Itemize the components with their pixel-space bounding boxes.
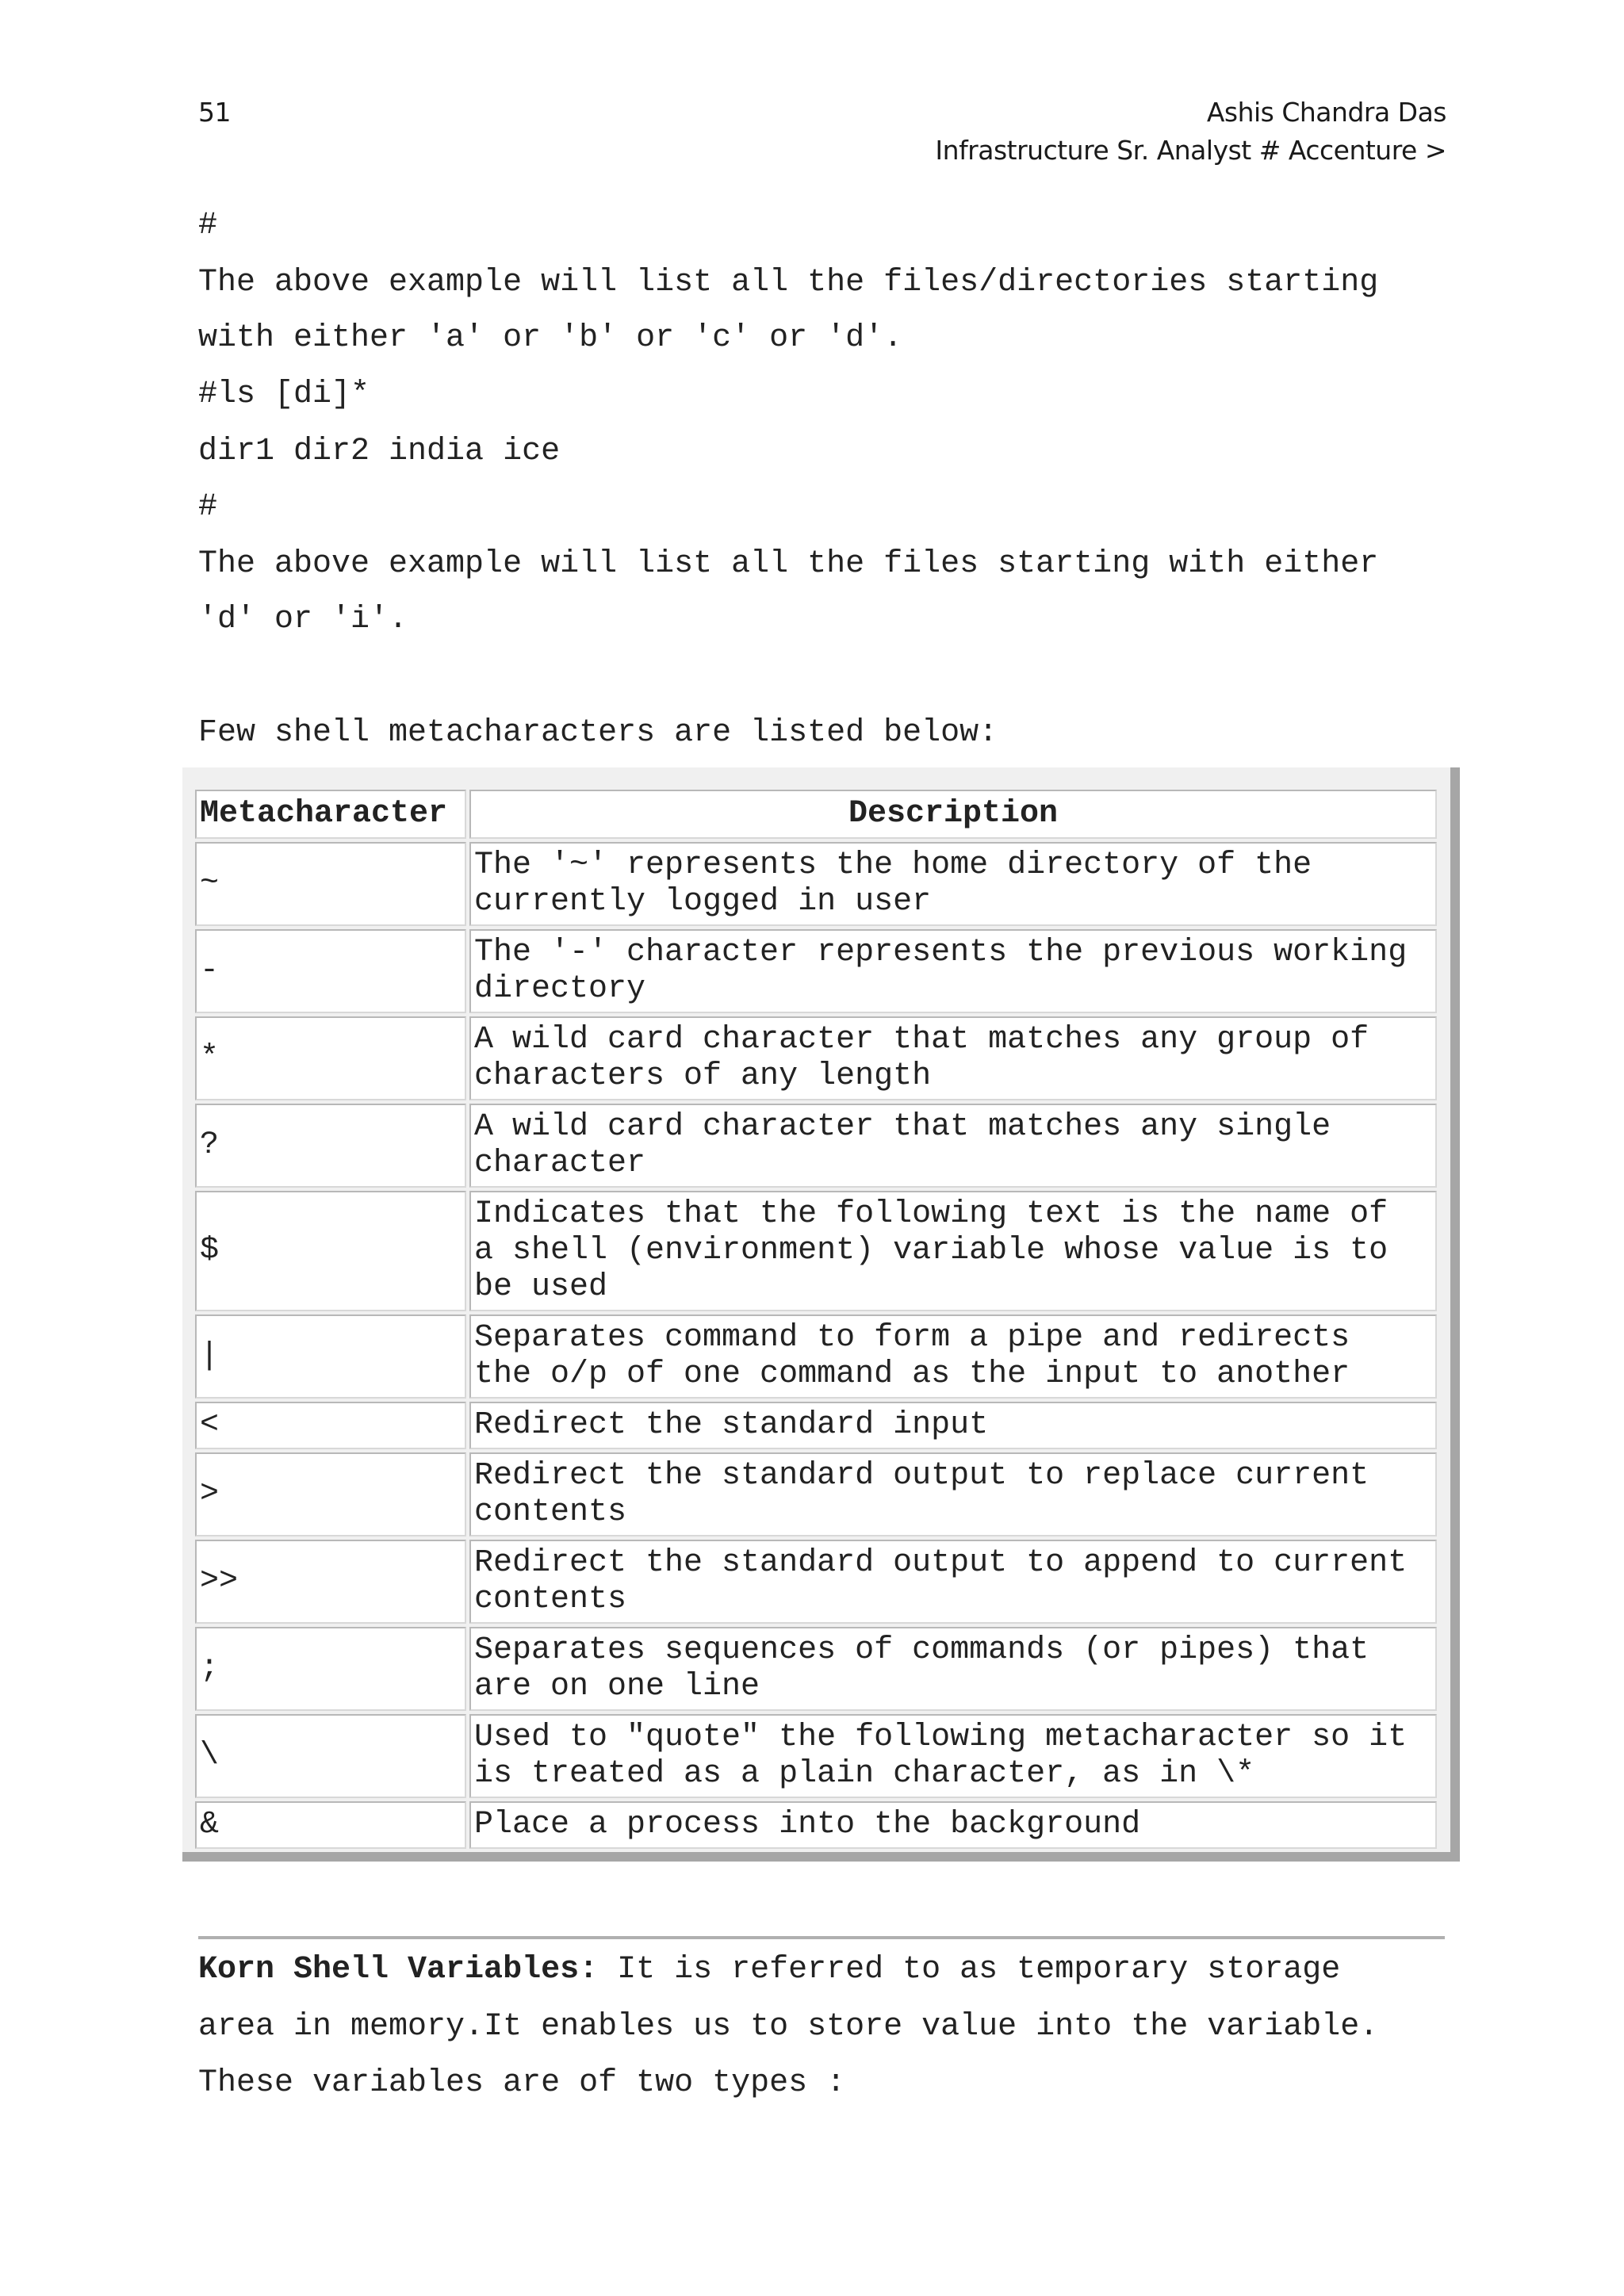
description-text: The '~' represents the home directory of the currently logged in user [474,848,1312,920]
description-cell [469,1714,1437,1798]
table-row [195,1627,1437,1711]
description-cell [469,1540,1437,1624]
description-text: Place a process into the background [474,1807,1141,1843]
description-cell [469,1801,1437,1849]
header-metacharacter: Metacharacter [195,790,466,839]
metacharacter-cell: * [195,1016,466,1100]
table-row [195,1191,1437,1311]
body-line-8: 'd' or 'i'. [198,602,408,637]
table-row [195,1314,1437,1399]
table-row [195,1104,1437,1188]
description-text: Indicates that the following text is the name of a shell (environment) variable whose value is to be used [474,1196,1388,1305]
metacharacter-cell: ~ [195,842,466,926]
table-row [195,1016,1437,1100]
description-text: Redirect the standard output to replace current contents [474,1458,1369,1530]
description-cell [469,1314,1437,1399]
description-text: The '-' character represents the previous working directory [474,935,1408,1007]
description-text: A wild card character that matches any single character [474,1109,1331,1181]
table-header-row [195,790,1437,839]
horizontal-rule [198,1936,1445,1939]
metacharacter-table [192,786,1440,1852]
korn-line-1 [198,1952,1340,1988]
body-line-2: The above example will list all the files/directories starting [198,265,1379,300]
body-line-3: with either 'a' or 'b' or 'c' or 'd'. [198,320,903,356]
body-line-7: The above example will list all the files starting with either [198,546,1379,582]
description-text: Used to "quote" the following metacharacter so it is treated as a plain character, as in \* [474,1720,1408,1792]
author-name: Ashis Chandra Das [1206,97,1446,128]
korn-title: Korn Shell Variables: [198,1952,599,1988]
description-text: Redirect the standard output to append to current contents [474,1545,1408,1617]
table-body [195,842,1437,1849]
description-cell [469,1402,1437,1449]
header-description: Description [469,790,1437,839]
table-row [195,1402,1437,1449]
description-cell [469,842,1437,926]
korn-line-1-text: It is referred to as temporary storage [598,1952,1341,1988]
table-row [195,1540,1437,1624]
metacharacter-cell: ; [195,1627,466,1711]
description-cell [469,1016,1437,1100]
metacharacter-cell: < [195,1402,466,1449]
korn-line-2: area in memory.It enables us to store value into the variable. [198,2009,1379,2045]
metacharacter-cell: & [195,1801,466,1849]
metacharacter-cell: | [195,1314,466,1399]
table-intro: Few shell metacharacters are listed below: [198,715,998,751]
body-line-4: #ls [di]* [198,377,370,412]
description-text: Separates sequences of commands (or pipes) that are on one line [474,1632,1369,1705]
metacharacter-cell: - [195,929,466,1013]
korn-line-3: These variables are of two types : [198,2065,846,2101]
table-row [195,929,1437,1013]
table-row [195,1801,1437,1849]
body-line-1: # [198,208,218,243]
body-line-5: dir1 dir2 india ice [198,434,561,469]
metacharacter-cell: >> [195,1540,466,1624]
page-number: 51 [198,97,231,128]
table-row [195,842,1437,926]
body-line-6: # [198,489,218,525]
description-text: Redirect the standard input [474,1407,989,1443]
description-text: Separates command to form a pipe and redirects the o/p of one command as the input to another [474,1320,1350,1392]
description-cell [469,929,1437,1013]
description-cell [469,1191,1437,1311]
description-cell [469,1627,1437,1711]
table-row [195,1714,1437,1798]
author-role: Infrastructure Sr. Analyst # Accenture > [935,135,1446,166]
metacharacter-cell: ? [195,1104,466,1188]
metacharacter-cell: \ [195,1714,466,1798]
description-cell [469,1452,1437,1536]
table-row [195,1452,1437,1536]
description-text: A wild card character that matches any group of characters of any length [474,1022,1369,1094]
metacharacter-cell: $ [195,1191,466,1311]
metacharacter-table-frame [182,767,1460,1862]
metacharacter-cell: > [195,1452,466,1536]
description-cell [469,1104,1437,1188]
